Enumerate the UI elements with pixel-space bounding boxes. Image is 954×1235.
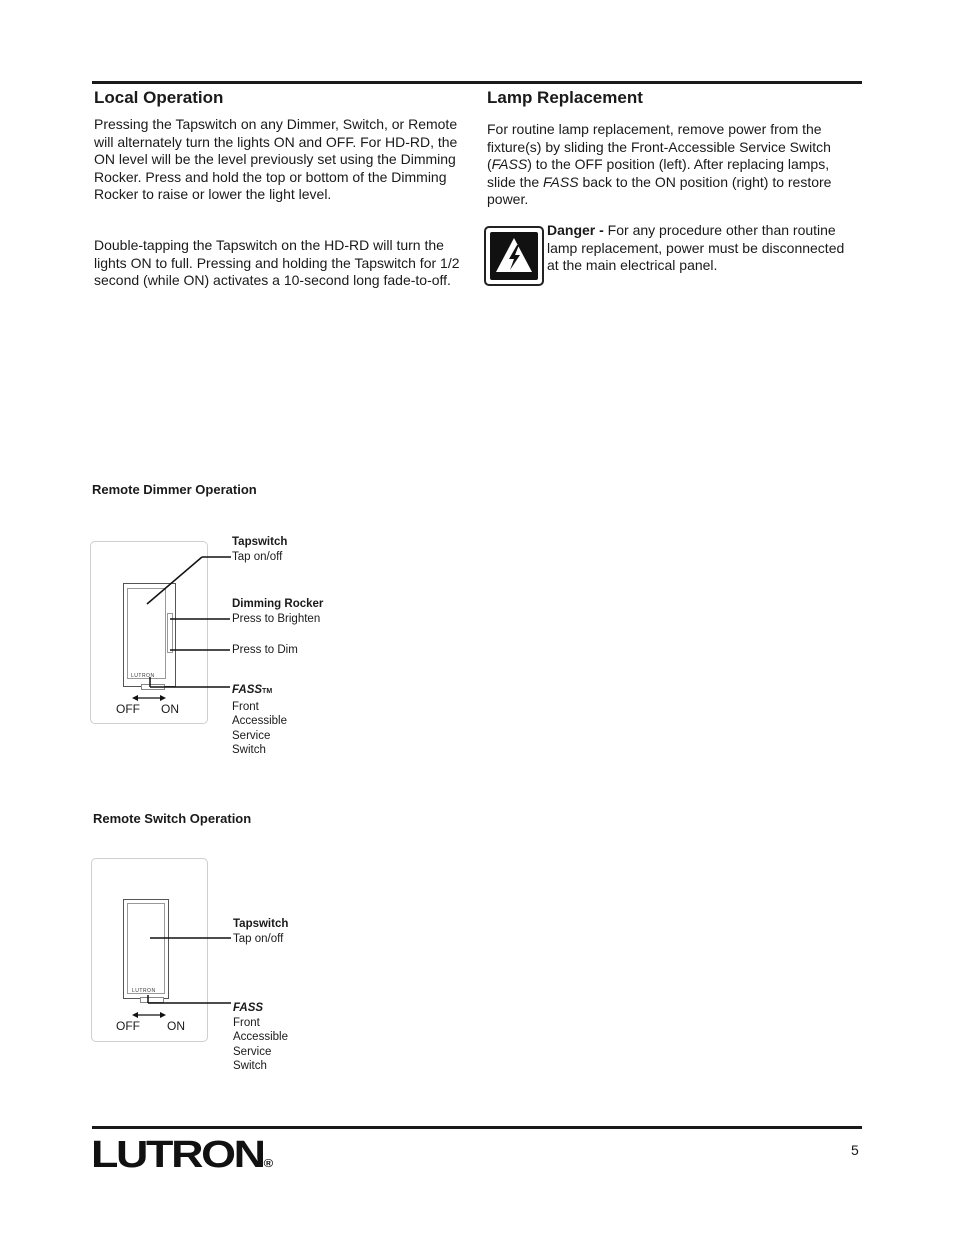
danger-label: Danger - [547, 222, 604, 238]
registered-mark: ® [263, 1158, 274, 1170]
page-number: 5 [851, 1142, 859, 1158]
switch-fass-callout: FASS Front Accessible Service Switch [233, 1002, 288, 1072]
bottom-rule [92, 1126, 862, 1129]
switch-on-label: ON [167, 1019, 185, 1033]
switch-fass-slider[interactable] [140, 997, 164, 1003]
fass-italic: FASS [491, 156, 528, 173]
remote-switch-title: Remote Switch Operation [93, 811, 252, 826]
tapswitch-paddle[interactable] [127, 588, 166, 679]
device-brand: LUTRON [131, 673, 155, 679]
lamp-replacement-para: For routine lamp replacement, remove power from the fixture(s) by sliding the Front-Accessible Service Switch (FASS) to the OFF position (left). After replacing lamps, slide the FASS back to the ON position (right) to restore power. [487, 121, 832, 208]
switch-tapswitch-paddle[interactable] [127, 903, 165, 994]
electrical-hazard-icon [484, 226, 544, 286]
local-operation-para2: Double-tapping the Tapswitch on the HD-RD will turn the lights ON to full. Pressing and holding the Tapswitch for 1/2 second (while ON) activates a 10-second long fade-to-off. [94, 237, 460, 289]
danger-note: Danger - For any procedure other than routine lamp replacement, power must be disconnected at the main electrical panel. [547, 222, 845, 274]
press-to-dim-callout: Press to Dim [232, 644, 298, 656]
switch-off-label: OFF [116, 1019, 140, 1033]
lutron-logo: LUTRON® [91, 1134, 274, 1176]
local-operation-para1: Pressing the Tapswitch on any Dimmer, Switch, or Remote will alternately turn the lights ON and OFF. For HD-RD, the ON level will be the level previously set using the Dimming Rocker. Press and hold the top or bottom of the Dimming Rocker to raise or lower the light level. [94, 116, 458, 203]
fass-slider[interactable] [141, 684, 165, 690]
dimmer-on-label: ON [161, 702, 179, 716]
tapswitch-callout: Tapswitch Tap on/off [232, 536, 288, 563]
dimmer-off-label: OFF [116, 702, 140, 716]
fass-italic: FASS [543, 173, 579, 190]
top-rule [92, 81, 862, 84]
remote-dimmer-title: Remote Dimmer Operation [92, 482, 257, 497]
fass-callout: FASSTM Front Accessible Service Switch [232, 684, 287, 756]
lamp-replacement-heading: Lamp Replacement [487, 88, 643, 107]
local-operation-heading: Local Operation [94, 88, 224, 107]
dimming-rocker-callout: Dimming Rocker Press to Brighten [232, 598, 324, 625]
dimming-rocker[interactable] [167, 613, 173, 653]
switch-tapswitch-callout: Tapswitch Tap on/off [233, 918, 289, 945]
switch-device-brand: LUTRON [132, 988, 156, 994]
